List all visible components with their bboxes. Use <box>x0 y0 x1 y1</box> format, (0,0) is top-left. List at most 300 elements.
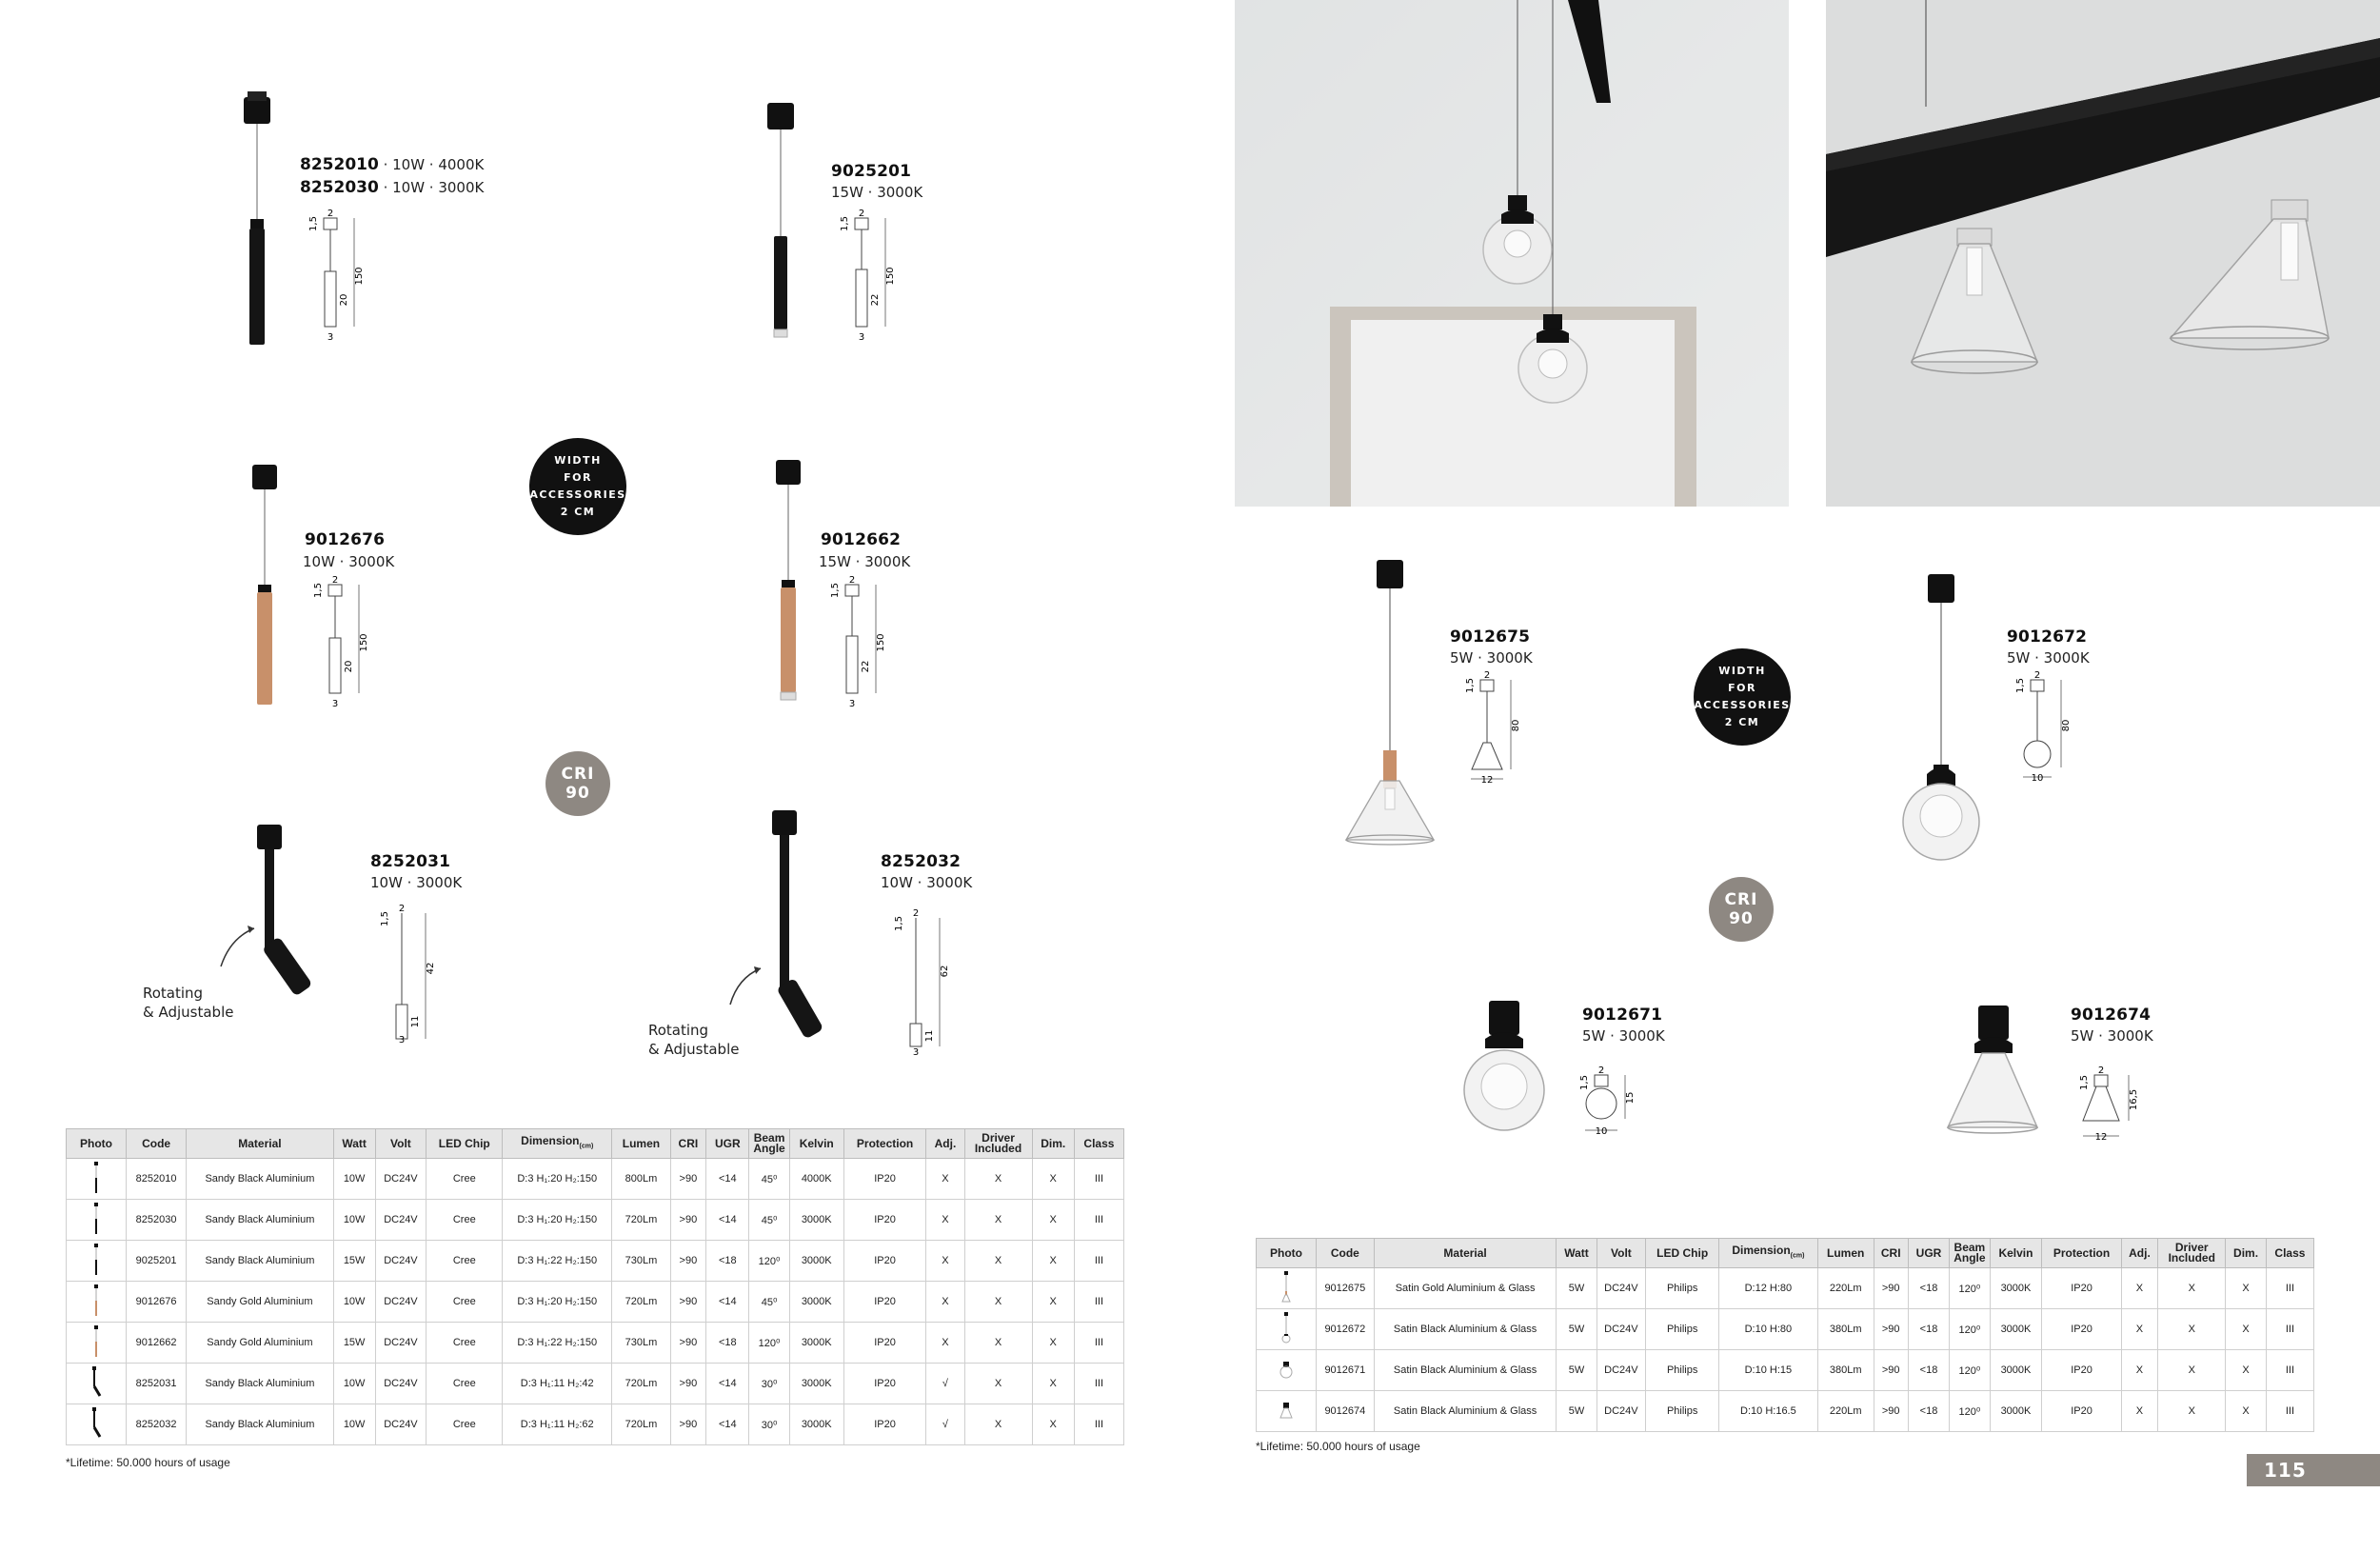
th-adj: Adj. <box>926 1129 964 1159</box>
product-code-8252032: 8252032 <box>881 852 962 871</box>
table-cell: 220Lm <box>1817 1391 1874 1432</box>
svg-text:1,5: 1,5 <box>2015 678 2026 693</box>
table-cell: Sandy Gold Aluminium <box>187 1323 334 1364</box>
table-row <box>67 1282 1124 1323</box>
table-cell: <18 <box>1908 1391 1949 1432</box>
th-cri: CRI <box>1874 1239 1908 1268</box>
svg-text:11: 11 <box>924 1029 935 1043</box>
table-cell: DC24V <box>1597 1391 1646 1432</box>
table-cell: Cree <box>426 1241 503 1282</box>
product-thumbnail-icon <box>67 1364 127 1404</box>
table-cell: >90 <box>1874 1268 1908 1309</box>
table-cell: Cree <box>426 1364 503 1404</box>
th-adj: Adj. <box>2121 1239 2158 1268</box>
table-row <box>67 1241 1124 1282</box>
svg-text:3: 3 <box>912 1047 920 1058</box>
th-ugr: UGR <box>706 1129 749 1159</box>
table-cell: <18 <box>706 1241 749 1282</box>
table-cell: Sandy Black Aluminium <box>187 1159 334 1200</box>
table-cell: <18 <box>1908 1268 1949 1309</box>
table-cell: X <box>1032 1323 1074 1364</box>
table-cell: D:3 H₁:20 H₂:150 <box>503 1282 612 1323</box>
table-cell: 45⁰ <box>749 1282 789 1323</box>
svg-text:2: 2 <box>848 575 856 586</box>
svg-text:2: 2 <box>398 904 406 914</box>
product-thumbnail-icon <box>67 1323 127 1364</box>
table-cell: <14 <box>706 1364 749 1404</box>
table-cell: D:3 H₁:20 H₂:150 <box>503 1159 612 1200</box>
table-row <box>67 1323 1124 1364</box>
table-cell: 8252030 <box>127 1200 187 1241</box>
dimension-drawing-r2 <box>2012 667 2097 790</box>
table-cell: X <box>2121 1309 2158 1350</box>
table-cell: 3000K <box>1990 1309 2042 1350</box>
table-cell: D:10 H:80 <box>1719 1309 1818 1350</box>
svg-text:150: 150 <box>359 633 369 652</box>
svg-text:12: 12 <box>2094 1132 2108 1143</box>
table-cell: III <box>2266 1350 2313 1391</box>
spec-table-right <box>1256 1238 2314 1432</box>
table-cell: 10W <box>333 1282 375 1323</box>
table-cell: 5W <box>1557 1350 1597 1391</box>
table-cell: DC24V <box>375 1323 426 1364</box>
table-cell: 120⁰ <box>1950 1391 1990 1432</box>
dimension-drawing-2 <box>836 205 902 348</box>
table-cell: Philips <box>1646 1268 1719 1309</box>
product-spec-9012676: 10W · 3000K <box>303 553 395 570</box>
table-cell: 720Lm <box>612 1282 670 1323</box>
svg-text:1,5: 1,5 <box>2079 1075 2090 1090</box>
svg-text:80: 80 <box>1511 719 1521 732</box>
table-cell: DC24V <box>1597 1350 1646 1391</box>
th-class: Class <box>1074 1129 1123 1159</box>
table-cell: X <box>1032 1404 1074 1445</box>
svg-text:1,5: 1,5 <box>894 916 904 931</box>
table-cell: Sandy Black Aluminium <box>187 1241 334 1282</box>
table-cell: 3000K <box>789 1323 843 1364</box>
table-cell: IP20 <box>2042 1268 2121 1309</box>
footnote-right: *Lifetime: 50.000 hours of usage <box>1256 1440 1420 1453</box>
th-beam-angle: Beam Angle <box>1950 1239 1990 1268</box>
svg-text:10: 10 <box>2031 773 2044 784</box>
table-cell: X <box>1032 1364 1074 1404</box>
product-thumbnail-icon <box>67 1404 127 1445</box>
table-cell: X <box>1032 1159 1074 1200</box>
table-cell: IP20 <box>843 1241 926 1282</box>
table-cell: 720Lm <box>612 1200 670 1241</box>
svg-text:1,5: 1,5 <box>830 583 841 598</box>
room-photo-track-cone-pendants <box>1826 0 2380 507</box>
svg-text:1,5: 1,5 <box>1579 1075 1590 1090</box>
svg-text:62: 62 <box>940 965 950 978</box>
table-cell: Cree <box>426 1200 503 1241</box>
th-class: Class <box>2266 1239 2313 1268</box>
lamp-photo-9012674 <box>1942 1000 2047 1138</box>
table-cell: 720Lm <box>612 1404 670 1445</box>
svg-text:20: 20 <box>344 660 354 673</box>
table-cell: X <box>1032 1241 1074 1282</box>
product-spec-9012672: 5W · 3000K <box>2007 649 2090 667</box>
table-cell: X <box>926 1200 964 1241</box>
svg-text:11: 11 <box>410 1015 421 1028</box>
svg-text:22: 22 <box>861 660 871 673</box>
table-row <box>1257 1268 2314 1309</box>
product-code-9012662: 9012662 <box>821 530 902 549</box>
table-cell: 120⁰ <box>749 1241 789 1282</box>
product-thumbnail-icon <box>1257 1309 1317 1350</box>
svg-text:1,5: 1,5 <box>840 216 850 231</box>
th-kelvin: Kelvin <box>1990 1239 2042 1268</box>
table-cell: IP20 <box>843 1404 926 1445</box>
svg-text:2: 2 <box>1483 670 1491 681</box>
table-cell: 30⁰ <box>749 1404 789 1445</box>
dimension-drawing-r1 <box>1461 667 1547 790</box>
table-cell: 8252032 <box>127 1404 187 1445</box>
width-for-accessories-badge-right: WIDTH FOR ACCESSORIES 2 CM <box>1694 648 1791 746</box>
table-cell: III <box>1074 1364 1123 1404</box>
table-row <box>67 1364 1124 1404</box>
table-cell: D:12 H:80 <box>1719 1268 1818 1309</box>
svg-text:42: 42 <box>426 962 436 975</box>
th-watt: Watt <box>1557 1239 1597 1268</box>
table-cell: X <box>2226 1350 2267 1391</box>
table-cell: >90 <box>670 1364 706 1404</box>
product-thumbnail-icon <box>67 1282 127 1323</box>
table-cell: X <box>1032 1282 1074 1323</box>
table-cell: X <box>964 1323 1032 1364</box>
table-cell: 9012676 <box>127 1282 187 1323</box>
table-cell: X <box>2121 1268 2158 1309</box>
th-ugr: UGR <box>1908 1239 1949 1268</box>
table-cell: X <box>964 1282 1032 1323</box>
table-cell: D:3 H₁:11 H₂:42 <box>503 1364 612 1404</box>
table-cell: X <box>2121 1350 2158 1391</box>
svg-text:15: 15 <box>1625 1091 1636 1105</box>
table-cell: >90 <box>670 1282 706 1323</box>
table-cell: X <box>926 1159 964 1200</box>
table-cell: III <box>2266 1309 2313 1350</box>
product-code-9012674: 9012674 <box>2071 1005 2152 1025</box>
table-cell: >90 <box>1874 1350 1908 1391</box>
product-code-9012675: 9012675 <box>1450 627 1531 647</box>
th-protection: Protection <box>843 1129 926 1159</box>
lamp-photo-9025201 <box>752 95 828 371</box>
table-cell: III <box>1074 1200 1123 1241</box>
product-thumbnail-icon <box>67 1200 127 1241</box>
svg-text:16,5: 16,5 <box>2129 1088 2139 1111</box>
th-led-chip: LED Chip <box>426 1129 503 1159</box>
table-cell: X <box>2158 1268 2226 1309</box>
table-row <box>67 1404 1124 1445</box>
table-cell: X <box>926 1323 964 1364</box>
th-lumen: Lumen <box>1817 1239 1874 1268</box>
table-cell: 3000K <box>789 1364 843 1404</box>
table-cell: D:3 H₁:22 H₂:150 <box>503 1241 612 1282</box>
table-cell: DC24V <box>375 1200 426 1241</box>
product-code-9012676: 9012676 <box>305 530 386 549</box>
table-cell: 800Lm <box>612 1159 670 1200</box>
product-spec-8252031: 10W · 3000K <box>370 874 463 891</box>
table-cell: <14 <box>706 1404 749 1445</box>
table-cell: 730Lm <box>612 1241 670 1282</box>
table-cell: >90 <box>670 1404 706 1445</box>
product-line-8252010: 8252010 · 10W · 4000K <box>300 155 485 174</box>
table-cell: IP20 <box>2042 1309 2121 1350</box>
table-cell: D:3 H₁:11 H₂:62 <box>503 1404 612 1445</box>
table-cell: X <box>2158 1309 2226 1350</box>
svg-text:150: 150 <box>876 633 886 652</box>
table-cell: 3000K <box>789 1241 843 1282</box>
dimension-drawing-r4 <box>2075 1062 2171 1147</box>
table-header-row <box>1257 1239 2314 1268</box>
th-volt: Volt <box>1597 1239 1646 1268</box>
product-spec-9012674: 5W · 3000K <box>2071 1027 2153 1045</box>
table-cell: X <box>2226 1309 2267 1350</box>
product-thumbnail-icon <box>1257 1268 1317 1309</box>
th-dimension: Dimension$_{(cm)}$ <box>503 1129 612 1159</box>
table-cell: DC24V <box>375 1241 426 1282</box>
table-cell: Satin Gold Aluminium & Glass <box>1374 1268 1557 1309</box>
product-spec-8252032: 10W · 3000K <box>881 874 973 891</box>
table-cell: Philips <box>1646 1309 1719 1350</box>
table-cell: III <box>1074 1241 1123 1282</box>
product-thumbnail-icon <box>1257 1391 1317 1432</box>
product-spec-9012675: 5W · 3000K <box>1450 649 1533 667</box>
table-cell: Cree <box>426 1404 503 1445</box>
th-cri: CRI <box>670 1129 706 1159</box>
dimension-drawing-r3 <box>1576 1062 1661 1143</box>
table-cell: Cree <box>426 1159 503 1200</box>
th-lumen: Lumen <box>612 1129 670 1159</box>
th-kelvin: Kelvin <box>789 1129 843 1159</box>
table-cell: 10W <box>333 1404 375 1445</box>
table-cell: X <box>964 1364 1032 1404</box>
dimension-drawing-3 <box>309 571 376 714</box>
svg-text:1,5: 1,5 <box>1465 678 1476 693</box>
table-cell: >90 <box>670 1241 706 1282</box>
table-cell: 3000K <box>1990 1391 2042 1432</box>
table-cell: 10W <box>333 1200 375 1241</box>
table-cell: √ <box>926 1364 964 1404</box>
table-cell: >90 <box>1874 1309 1908 1350</box>
table-cell: III <box>2266 1391 2313 1432</box>
table-cell: 10W <box>333 1159 375 1200</box>
width-for-accessories-badge: WIDTH FOR ACCESSORIES 2 CM <box>529 438 626 535</box>
table-cell: >90 <box>1874 1391 1908 1432</box>
table-row <box>1257 1309 2314 1350</box>
table-cell: DC24V <box>375 1159 426 1200</box>
table-cell: √ <box>926 1404 964 1445</box>
table-cell: 8252031 <box>127 1364 187 1404</box>
svg-text:12: 12 <box>1480 775 1494 786</box>
table-cell: X <box>2121 1391 2158 1432</box>
table-cell: 9012671 <box>1317 1350 1375 1391</box>
lamp-photo-8252010 <box>228 86 305 352</box>
svg-text:2: 2 <box>1597 1065 1605 1076</box>
product-code-9012671: 9012671 <box>1582 1005 1663 1025</box>
table-cell: IP20 <box>843 1364 926 1404</box>
table-cell: 380Lm <box>1817 1350 1874 1391</box>
svg-text:3: 3 <box>331 699 339 709</box>
table-cell: <14 <box>706 1159 749 1200</box>
th-material: Material <box>187 1129 334 1159</box>
svg-text:2: 2 <box>331 575 339 586</box>
table-cell: III <box>1074 1404 1123 1445</box>
th-watt: Watt <box>333 1129 375 1159</box>
svg-text:2: 2 <box>2033 670 2041 681</box>
table-cell: X <box>964 1200 1032 1241</box>
th-driver-included: Driver Included <box>964 1129 1032 1159</box>
product-spec-9025201: 15W · 3000K <box>831 184 923 201</box>
product-spec-9012662: 15W · 3000K <box>819 553 911 570</box>
table-cell: <14 <box>706 1200 749 1241</box>
rotating-adjustable-label-1: Rotating & Adjustable <box>143 985 234 1021</box>
table-cell: 120⁰ <box>749 1323 789 1364</box>
table-cell: X <box>964 1404 1032 1445</box>
table-cell: 4000K <box>789 1159 843 1200</box>
table-cell: DC24V <box>375 1404 426 1445</box>
table-cell: 9012674 <box>1317 1391 1375 1432</box>
table-row <box>1257 1350 2314 1391</box>
svg-text:2: 2 <box>912 908 920 919</box>
table-row <box>1257 1391 2314 1432</box>
table-cell: 45⁰ <box>749 1159 789 1200</box>
page-number: 115 <box>2247 1454 2380 1486</box>
table-cell: Cree <box>426 1323 503 1364</box>
th-driver-included: Driver Included <box>2158 1239 2226 1268</box>
dimension-drawing-5 <box>376 900 443 1047</box>
svg-text:80: 80 <box>2061 719 2072 732</box>
svg-text:2: 2 <box>2097 1065 2105 1076</box>
th-dim: Dim. <box>1032 1129 1074 1159</box>
svg-text:20: 20 <box>339 293 349 307</box>
cri-90-badge: CRI 90 <box>545 751 610 816</box>
table-cell: >90 <box>670 1200 706 1241</box>
dimension-drawing-4 <box>826 571 893 714</box>
svg-text:10: 10 <box>1595 1126 1608 1137</box>
lamp-photo-9012671 <box>1457 995 1552 1138</box>
product-spec-9012671: 5W · 3000K <box>1582 1027 1665 1045</box>
table-cell: 9012662 <box>127 1323 187 1364</box>
svg-text:150: 150 <box>885 267 896 286</box>
table-cell: 9025201 <box>127 1241 187 1282</box>
table-cell: III <box>2266 1268 2313 1309</box>
table-cell: Satin Black Aluminium & Glass <box>1374 1350 1557 1391</box>
table-cell: Sandy Black Aluminium <box>187 1404 334 1445</box>
table-cell: 30⁰ <box>749 1364 789 1404</box>
table-cell: Satin Black Aluminium & Glass <box>1374 1391 1557 1432</box>
th-volt: Volt <box>375 1129 426 1159</box>
product-thumbnail-icon <box>67 1241 127 1282</box>
th-protection: Protection <box>2042 1239 2121 1268</box>
table-cell: X <box>964 1241 1032 1282</box>
table-cell: 720Lm <box>612 1364 670 1404</box>
product-code-8252031: 8252031 <box>370 852 451 871</box>
table-cell: X <box>2158 1391 2226 1432</box>
table-cell: DC24V <box>1597 1268 1646 1309</box>
svg-text:2: 2 <box>327 209 334 219</box>
lamp-photo-9012675 <box>1342 552 1457 847</box>
cri-90-badge-right: CRI 90 <box>1709 877 1774 942</box>
table-cell: DC24V <box>375 1364 426 1404</box>
table-cell: D:10 H:16.5 <box>1719 1391 1818 1432</box>
table-cell: D:3 H₁:20 H₂:150 <box>503 1200 612 1241</box>
table-cell: Sandy Black Aluminium <box>187 1200 334 1241</box>
table-cell: D:10 H:15 <box>1719 1350 1818 1391</box>
product-thumbnail-icon <box>67 1159 127 1200</box>
table-cell: <18 <box>706 1323 749 1364</box>
th-dim: Dim. <box>2226 1239 2267 1268</box>
table-cell: >90 <box>670 1159 706 1200</box>
table-cell: X <box>2158 1350 2226 1391</box>
table-cell: Philips <box>1646 1391 1719 1432</box>
lamp-photo-9012676 <box>238 457 305 714</box>
table-header-row <box>67 1129 1124 1159</box>
table-cell: <14 <box>706 1282 749 1323</box>
svg-text:1,5: 1,5 <box>380 911 390 926</box>
dimension-drawing-1 <box>305 205 371 348</box>
table-cell: 45⁰ <box>749 1200 789 1241</box>
table-row <box>67 1159 1124 1200</box>
svg-text:1,5: 1,5 <box>308 216 319 231</box>
table-cell: 15W <box>333 1241 375 1282</box>
table-cell: 730Lm <box>612 1323 670 1364</box>
table-cell: 3000K <box>789 1282 843 1323</box>
table-cell: DC24V <box>1597 1309 1646 1350</box>
table-cell: IP20 <box>2042 1350 2121 1391</box>
table-cell: X <box>926 1241 964 1282</box>
table-cell: 380Lm <box>1817 1309 1874 1350</box>
dimension-drawing-6 <box>890 905 957 1062</box>
table-cell: 5W <box>1557 1391 1597 1432</box>
rotating-adjustable-label-2: Rotating & Adjustable <box>648 1022 740 1058</box>
table-cell: 3000K <box>1990 1268 2042 1309</box>
table-cell: III <box>1074 1282 1123 1323</box>
table-cell: Philips <box>1646 1350 1719 1391</box>
table-cell: X <box>2226 1268 2267 1309</box>
svg-text:22: 22 <box>870 293 881 307</box>
table-cell: III <box>1074 1159 1123 1200</box>
th-code: Code <box>127 1129 187 1159</box>
table-cell: <18 <box>1908 1309 1949 1350</box>
product-code-9012672: 9012672 <box>2007 627 2088 647</box>
table-cell: DC24V <box>375 1282 426 1323</box>
svg-text:3: 3 <box>848 699 856 709</box>
table-cell: IP20 <box>843 1159 926 1200</box>
th-led-chip: LED Chip <box>1646 1239 1719 1268</box>
table-cell: 120⁰ <box>1950 1309 1990 1350</box>
svg-text:150: 150 <box>354 267 365 286</box>
table-cell: IP20 <box>843 1282 926 1323</box>
table-cell: X <box>1032 1200 1074 1241</box>
svg-text:3: 3 <box>327 332 334 343</box>
th-photo: Photo <box>67 1129 127 1159</box>
product-thumbnail-icon <box>1257 1350 1317 1391</box>
table-cell: 8252010 <box>127 1159 187 1200</box>
table-cell: 3000K <box>1990 1350 2042 1391</box>
table-cell: 5W <box>1557 1268 1597 1309</box>
table-cell: 3000K <box>789 1200 843 1241</box>
table-row <box>67 1200 1124 1241</box>
footnote-left: *Lifetime: 50.000 hours of usage <box>66 1456 230 1469</box>
table-cell: 3000K <box>789 1404 843 1445</box>
table-cell: D:3 H₁:22 H₂:150 <box>503 1323 612 1364</box>
table-cell: III <box>1074 1323 1123 1364</box>
table-cell: Sandy Black Aluminium <box>187 1364 334 1404</box>
th-material: Material <box>1374 1239 1557 1268</box>
lamp-photo-9012662 <box>762 452 828 714</box>
table-cell: >90 <box>670 1323 706 1364</box>
